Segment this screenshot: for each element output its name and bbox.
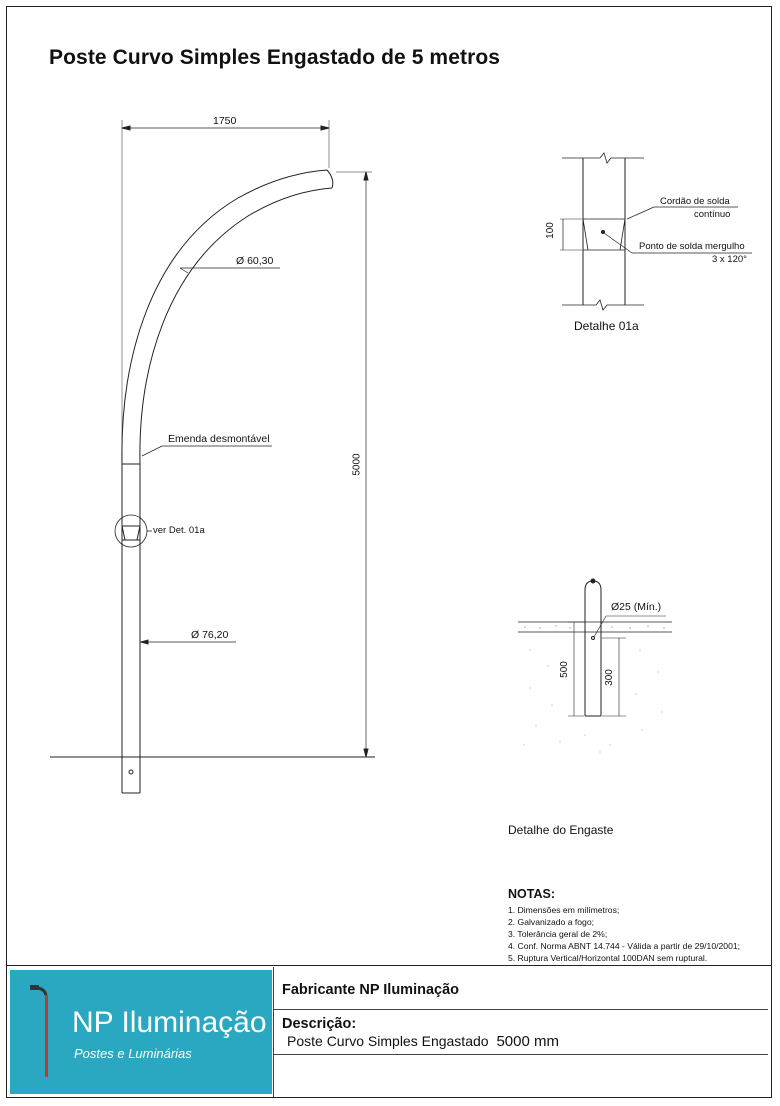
- note-item: 1. Dimensões em milímetros;: [508, 905, 620, 915]
- note-item: 5. Ruptura Vertical/Horizontal 100DAN sem ruptural.: [508, 953, 708, 963]
- logo-name: NP Iluminação: [72, 1006, 267, 1039]
- engaste-caption: Detalhe do Engaste: [508, 823, 614, 837]
- diameter-bottom-label: Ø 76,20: [191, 629, 229, 641]
- description-length: 5000 mm: [496, 1033, 559, 1050]
- logo-subtitle: Postes e Luminárias: [74, 1046, 192, 1061]
- engaste-dim-300-label: 300: [603, 669, 615, 686]
- detail-ref-label: ver Det. 01a: [153, 525, 205, 536]
- manufacturer-label: Fabricante NP Iluminação: [282, 982, 460, 998]
- dim-5000-label: 5000: [351, 453, 363, 476]
- weld-label-line2: contínuo: [694, 209, 731, 220]
- spot-weld-label-line2: 3 x 120°: [712, 254, 747, 265]
- notes-title: NOTAS:: [508, 887, 555, 901]
- note-item: 3. Tolerância geral de 2%;: [508, 929, 608, 939]
- detail01a-caption: Detalhe 01a: [574, 319, 639, 333]
- splice-label: Emenda desmontável: [168, 433, 270, 445]
- detail01a-dim-label: 100: [544, 222, 556, 239]
- weld-label-line1: Cordão de solda: [660, 196, 730, 207]
- description-text: Poste Curvo Simples Engastado: [287, 1033, 489, 1049]
- dim-1750-label: 1750: [213, 115, 237, 127]
- description-value: [287, 1033, 559, 1050]
- note-item: 4. Conf. Norma ABNT 14.744 - Válida a partir de 29/10/2001;: [508, 941, 741, 951]
- engaste-hole-label: Ø25 (Mín.): [611, 601, 662, 613]
- engaste-dim-500-label: 500: [558, 661, 570, 678]
- description-label: Descrição:: [282, 1016, 357, 1032]
- spot-weld-label-line1: Ponto de solda mergulho: [639, 241, 745, 252]
- note-item: 2. Galvanizado a fogo;: [508, 917, 594, 927]
- diameter-top-label: Ø 60,30: [236, 255, 274, 267]
- page-title: Poste Curvo Simples Engastado de 5 metros: [49, 46, 501, 69]
